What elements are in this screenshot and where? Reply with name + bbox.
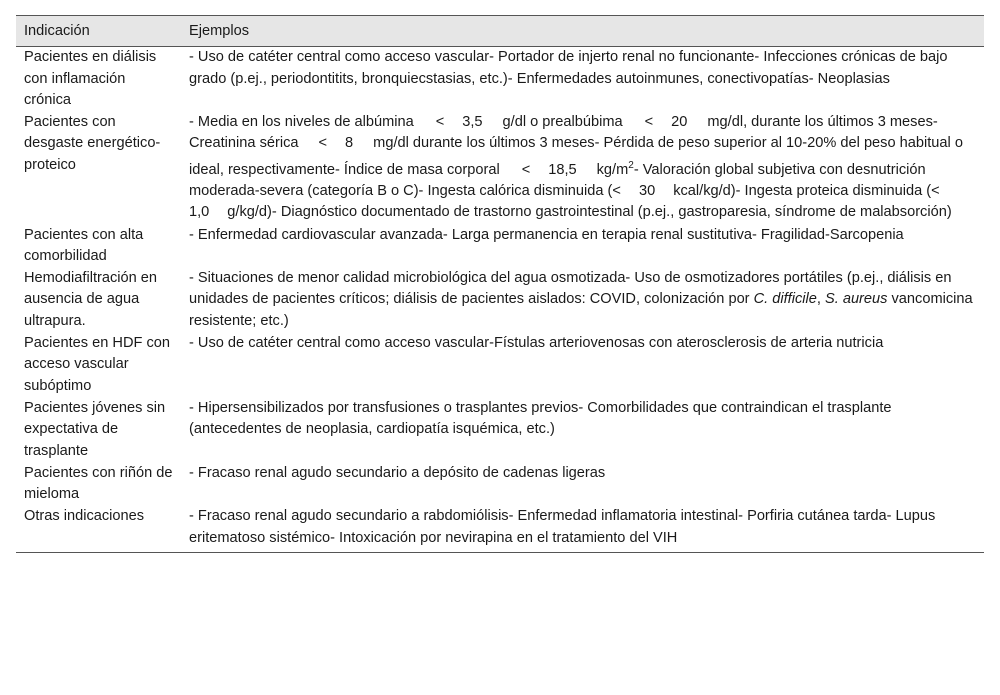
less-than-symbol: < (644, 114, 654, 131)
less-than-symbol: < (612, 182, 621, 199)
less-than-symbol: < (435, 114, 445, 131)
text-segment: kcal/kg/d)- Ingesta proteica disminuida ( (673, 182, 932, 199)
table-row (16, 268, 984, 333)
indication-cell: Pacientes con riñón de mieloma (24, 464, 173, 503)
text-segment: g/kg/d)- Diagnóstico documentado de trastorno gastrointestinal (p.ej., gastroparesia, síndrome de malabsorción) (227, 204, 952, 221)
text-segment: g/dl o prealbúbima (502, 114, 623, 131)
examples-cell (181, 112, 984, 224)
header-examples: Ejemplos (181, 16, 984, 47)
indication-cell: Pacientes en diálisis con inflamación crónica (24, 49, 157, 108)
table-row (16, 398, 984, 463)
less-than-symbol: < (521, 161, 531, 178)
indication-cell: Hemodiafiltración en ausencia de agua ultrapura. (24, 270, 158, 329)
table-row (16, 112, 984, 224)
indication-cell: Pacientes con alta comorbilidad (24, 226, 144, 264)
value-protein: 1,0 (189, 204, 210, 221)
table-row (16, 333, 984, 398)
value-bmi: 18,5 (548, 161, 577, 178)
less-than-symbol: < (318, 135, 328, 152)
text-segment: , (816, 291, 825, 308)
table-row (16, 463, 984, 507)
text-segment: - Valoración global subjetiva con desnutrición moderada-severa (categoría B o C)- Ingesta calórica disminuida ( (189, 161, 926, 199)
table-row (16, 225, 984, 269)
value-albumin: 3,5 (462, 114, 483, 131)
header-indication: Indicación (16, 16, 181, 47)
value-creatinine: 8 (345, 135, 354, 152)
table-row (16, 506, 984, 552)
indication-cell: Pacientes con desgaste energético-proteico (24, 114, 161, 173)
italic-organism: C. difficile (753, 291, 817, 308)
table-row (16, 47, 984, 112)
italic-organism: S. aureus (824, 291, 888, 308)
examples-cell: - Enfermedad cardiovascular avanzada- Larga permanencia en terapia renal sustitutiva- Fragilidad-Sarcopenia (189, 226, 904, 243)
examples-cell: - Fracaso renal agudo secundario a rabdomiólisis- Enfermedad inflamatoria intestinal- Porfiria cutánea tarda- Lupus eritematoso sistémico- Intoxicación por nevirapina en el tratamiento del VIH (181, 506, 984, 552)
text-segment: - Situaciones de menor calidad microbiológica del agua osmotizada- Uso de osmotizadores portátiles (p.ej., diálisis en unidades de pacientes críticos; diálisis de pacientes aislados: COVID, colonización por (189, 270, 952, 308)
examples-cell: - Hipersensibilizados por transfusiones o trasplantes previos- Comorbilidades que contraindican el trasplante (antecedentes de neoplasia, cardiopatía isquémica, etc.) (189, 399, 892, 438)
examples-cell (181, 268, 984, 333)
indications-table (16, 15, 984, 553)
superscript: 2 (628, 159, 634, 171)
text-segment: mg/dl, durante los últimos 3 meses- Creatinina sérica (189, 114, 938, 152)
indication-cell: Otras indicaciones (16, 506, 181, 552)
value-caloric: 30 (638, 182, 656, 199)
text-segment: vancomicina resistente; etc.) (189, 291, 973, 329)
examples-cell: - Uso de catéter central como acceso vascular- Portador de injerto renal no funcionante- Infecciones crónicas de bajo grado (p.ej., periodontitits, bronquiecstasias, etc.)- Enfermedades autoinmunes, conectivopatías- Neoplasias (189, 49, 948, 87)
text-segment: mg/dl durante los últimos 3 meses- Pérdida de peso superior al 10-20% del peso habitual o ideal, respectivamente- Índice de masa corporal (189, 135, 963, 178)
examples-cell: - Fracaso renal agudo secundario a depósito de cadenas ligeras (189, 464, 606, 481)
examples-cell: - Uso de catéter central como acceso vascular-Fístulas arteriovenosas con aterosclerosis de arteria nutricia (189, 335, 884, 352)
value-prealbumin: 20 (671, 114, 688, 131)
table-header-row (16, 16, 984, 47)
text-segment: kg/m (596, 161, 629, 178)
indication-cell: Pacientes en HDF con acceso vascular subóptimo (24, 335, 171, 394)
text-segment: - Media en los niveles de albúmina (189, 114, 414, 131)
indication-cell: Pacientes jóvenes sin expectativa de trasplante (24, 399, 166, 459)
less-than-symbol: < (931, 182, 940, 199)
